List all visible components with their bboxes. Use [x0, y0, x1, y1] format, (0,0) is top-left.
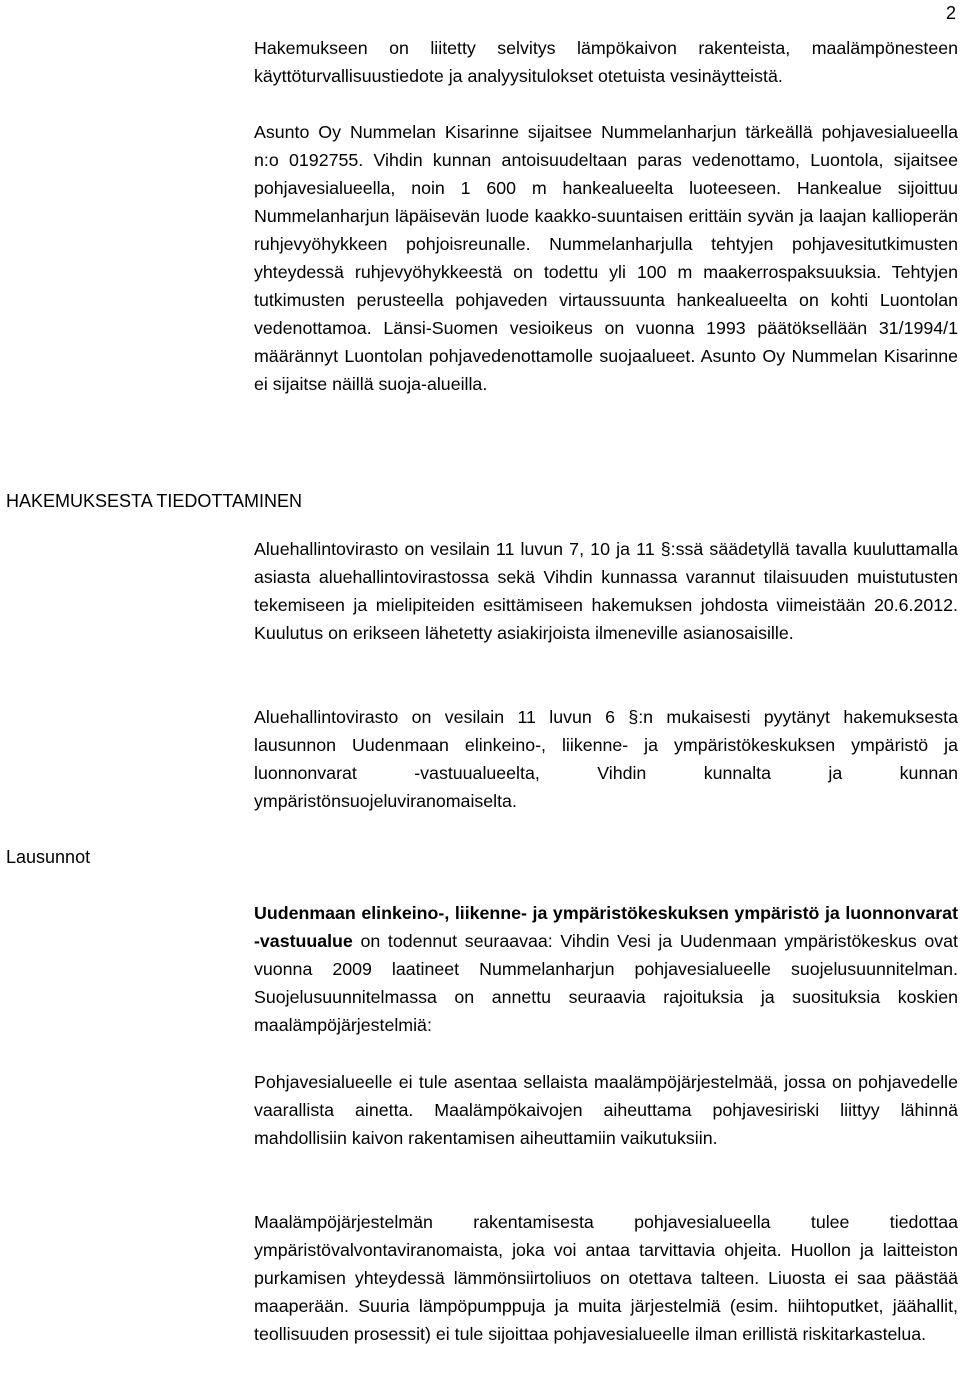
- ely-statement-text: on todennut seuraavaa: Vihdin Vesi ja Uudenmaan ympäristökeskus ovat vuonna 2009 laatineet Nummelanharjun pohjavesialueelle suojelusuunnitelman. Suojelusuunnitelmassa on annettu seuraavia rajoituksia ja suosituksia koskien maalämpöjärjestelmiä:: [254, 931, 958, 1035]
- paragraph-announcement: Aluehallintovirasto on vesilain 11 luvun 7, 10 ja 11 §:ssä säädetyllä tavalla kuuluttamalla asiasta aluehallintovirastossa sekä Vihdin kunnassa varannut tilaisuuden muistutusten tekemiseen ja mielipiteiden esittämiseen hakemuksen johdosta viimeistään 20.6.2012. Kuulutus on erikseen lähetetty asiakirjoista ilmeneville asianosaisille.: [254, 539, 958, 643]
- ely-centre-name: Uudenmaan elinkeino-, liikenne- ja ympäristökeskuksen ympäristö ja luonnonvarat -vastuualue: [254, 903, 958, 951]
- paragraph-ely-statement: [254, 899, 958, 1039]
- heading-hakemuksesta-tiedottaminen: HAKEMUKSESTA TIEDOTTAMINEN: [6, 491, 303, 511]
- page-number: 2: [945, 3, 956, 23]
- paragraph-groundwater-area: Asunto Oy Nummelan Kisarinne sijaitsee Nummelanharjun tärkeällä pohjavesialueella n:o 0192755. Vihdin kunnan antoisuudeltaan paras vedenottamo, Luontola, sijaitsee pohjavesialueella, noin 1 600 m hankealueelta luoteeseen. Hankealue sijoittuu Nummelanharjun läpäisevän luode kaakko-suuntaisen erittäin syvän ja laajan kallioperän ruhjevyöhykkeen pohjoisreunalle. Nummelanharjulla tehtyjen pohjavesitutkimusten yhteydessä ruhjevyöhykkeestä on todettu yli 100 m maakerrospaksuuksia. Tehtyjen tutkimusten perusteella pohjaveden virtaussuunta hankealueelta on kohti Luontolan vedenottamoa. Länsi-Suomen vesioikeus on vuonna 1993 päätöksellään 31/1994/1 määrännyt Luontolan pohjavedenottamolle suojaalueet. Asunto Oy Nummelan Kisarinne ei sijaitse näillä suoja-alueilla.: [254, 122, 958, 394]
- paragraph-statement-request: Aluehallintovirasto on vesilain 11 luvun 6 §:n mukaisesti pyytänyt hakemuksesta lausunnon Uudenmaan elinkeino-, liikenne- ja ympäristökeskuksen ympäristö ja luonnonvarat -vastuualueelta, Vihdin kunnalta ja kunnan ympäristönsuojeluviranomaiselta.: [254, 707, 958, 811]
- paragraph-attachments: Hakemukseen on liitetty selvitys lämpökaivon rakenteista, maalämpönesteen käyttöturvallisuustiedote ja analyysitulokset otetuista vesinäytteistä.: [254, 38, 958, 86]
- paragraph-restriction: Pohjavesialueelle ei tule asentaa sellaista maalämpöjärjestelmää, jossa on pohjavedelle vaarallista ainetta. Maalämpökaivojen aiheuttama pohjavesiriski liittyy lähinnä mahdollisiin kaivon rakentamisen aiheuttamiin vaikutuksiin.: [254, 1072, 958, 1148]
- paragraph-recommendation: Maalämpöjärjestelmän rakentamisesta pohjavesialueella tulee tiedottaa ympäristövalvontaviranomaista, joka voi antaa tarvittavia ohjeita. Huollon ja laitteiston purkamisen yhteydessä lämmönsiirtoliuos on otettava talteen. Liuosta ei saa päästää maaperään. Suuria lämpöpumppuja ja muita järjestelmiä (esim. hiihtoputket, jäähallit, teollisuuden prosessit) ei tule sijoittaa pohjavesialueelle ilman erillistä riskitarkastelua.: [254, 1212, 958, 1344]
- heading-lausunnot: Lausunnot: [6, 847, 91, 867]
